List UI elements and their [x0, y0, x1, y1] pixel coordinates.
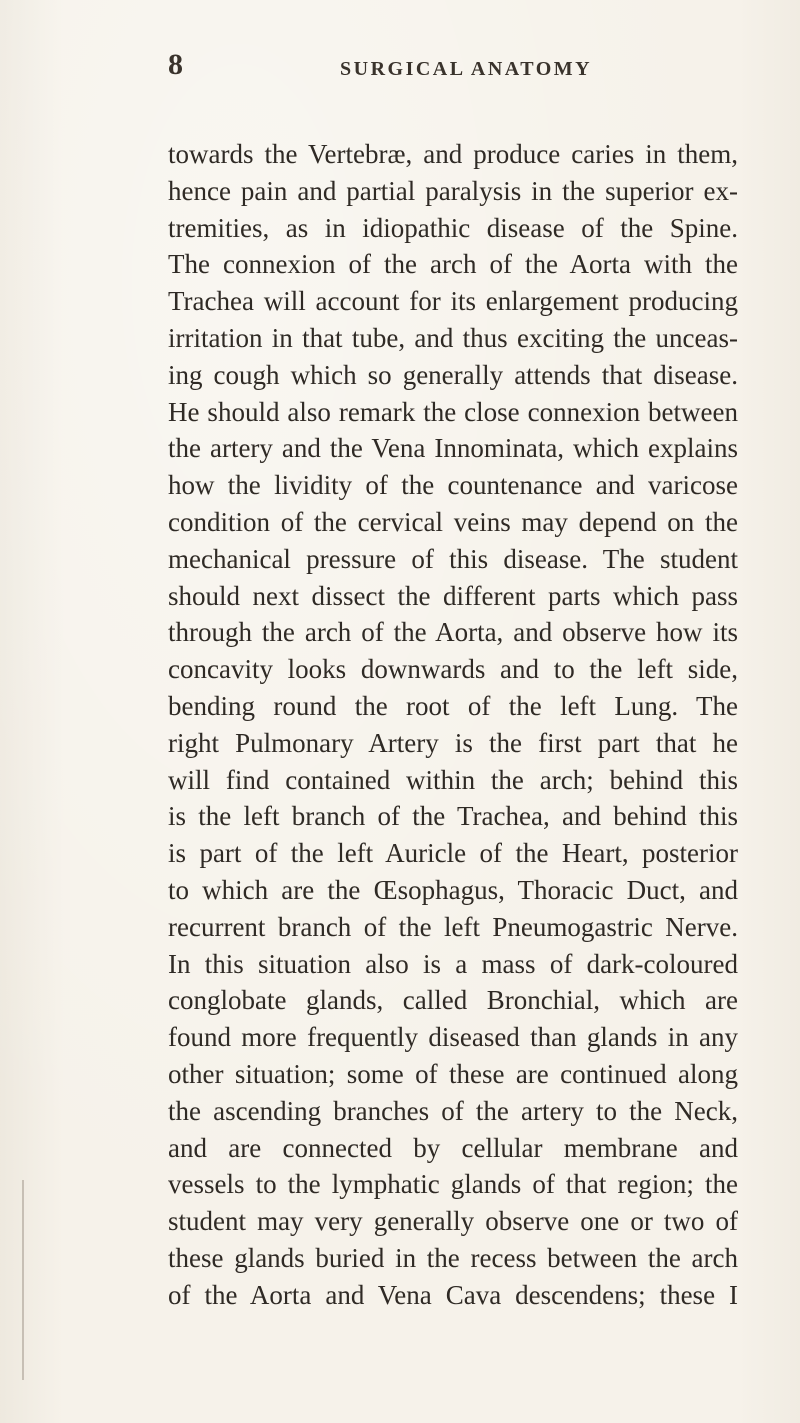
text-line: recurrent branch of the left Pneumogastric Nerve. — [168, 911, 738, 942]
text-line: irritation in that tube, and thus exciting the unceas- — [168, 322, 738, 353]
text-line: towards the Vertebræ, and produce caries in them, — [168, 139, 738, 169]
text-line: tremities, as in idiopathic disease of the Spine. — [168, 212, 738, 243]
page-edge-mark — [22, 1180, 24, 1380]
text-line: hence pain and partial paralysis in the superior ex- — [168, 175, 738, 206]
text-line: is the left branch of the Trachea, and behind this — [168, 801, 738, 832]
text-line: the artery and the Vena Innominata, which explains — [168, 433, 738, 464]
running-title: SURGICAL ANATOMY — [340, 58, 593, 80]
text-line: should next dissect the different parts which pass — [168, 580, 738, 611]
text-line: right Pulmonary Artery is the first part that he — [168, 727, 738, 758]
text-line: ing cough which so generally attends that disease. — [168, 359, 738, 390]
text-line: these glands buried in the recess between the arch — [168, 1242, 738, 1273]
text-line: He should also remark the close connexion between — [168, 396, 738, 427]
text-line: In this situation also is a mass of dark-coloured — [168, 948, 738, 979]
text-line: other situation; some of these are continued along — [168, 1058, 738, 1089]
text-line: to which are the Œsophagus, Thoracic Duct, and — [168, 874, 738, 905]
text-line: through the arch of the Aorta, and observe how its — [168, 617, 738, 648]
text-line: and are connected by cellular membrane and — [168, 1132, 738, 1163]
page-number: 8 — [168, 48, 183, 81]
text-line: vessels to the lymphatic glands of that region; the — [168, 1169, 738, 1200]
text-line: bending round the root of the left Lung. The — [168, 690, 738, 721]
running-head — [168, 48, 728, 88]
text-line: how the lividity of the countenance and varicose — [168, 470, 738, 501]
text-line: condition of the cervical veins may depend on the — [168, 506, 738, 537]
text-line: mechanical pressure of this disease. The student — [168, 543, 738, 574]
text-line: The connexion of the arch of the Aorta with the — [168, 249, 738, 280]
text-line: Trachea will account for its enlargement producing — [168, 286, 738, 317]
text-line: student may very generally observe one or two of — [168, 1206, 738, 1237]
body-text — [168, 136, 738, 1314]
text-line: found more frequently diseased than glands in any — [168, 1022, 738, 1053]
text-line: is part of the left Auricle of the Heart, posterior — [168, 838, 738, 869]
text-line: the ascending branches of the artery to the Neck, — [168, 1095, 738, 1126]
text-line: conglobate glands, called Bronchial, which are — [168, 985, 738, 1016]
text-line: concavity looks downwards and to the left side, — [168, 654, 738, 685]
text-line: will find contained within the arch; behind this — [168, 764, 738, 795]
text-line: of the Aorta and Vena Cava descendens; these I — [168, 1279, 738, 1310]
